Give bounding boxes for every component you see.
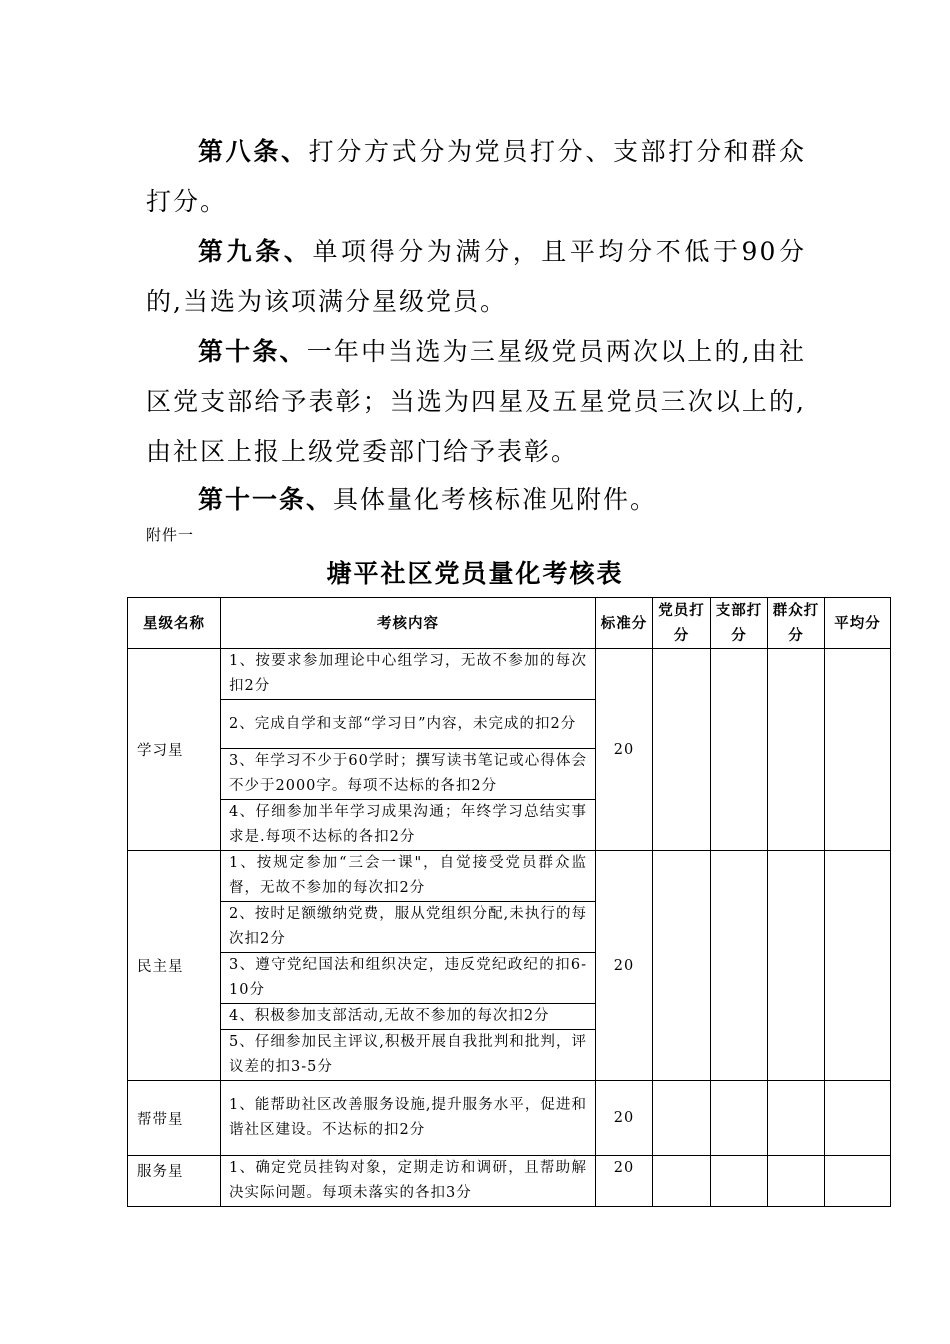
table-title: 塘平社区党员量化考核表 xyxy=(326,559,624,588)
article-10-heading: 第十条、 xyxy=(198,337,307,366)
star-name-democracy: 民主星 xyxy=(128,851,221,1081)
table-row xyxy=(128,649,891,700)
branch-score-cell xyxy=(711,1081,768,1156)
criteria-item: 3、遵守党纪国法和组织决定，违反党纪政纪的扣6-10分 xyxy=(221,953,596,1004)
header-star-name: 星级名称 xyxy=(128,598,221,649)
standard-score-democracy: 20 xyxy=(596,851,653,1081)
public-score-cell xyxy=(768,649,825,851)
article-8-heading: 第八条、 xyxy=(198,137,309,166)
header-average-score: 平均分 xyxy=(825,598,891,649)
star-name-study: 学习星 xyxy=(128,649,221,851)
public-score-cell xyxy=(768,1081,825,1156)
standard-score-service: 20 xyxy=(596,1156,653,1207)
criteria-item: 1、确定党员挂钩对象，定期走访和调研，且帮助解决实际问题。每项未落实的各扣3分 xyxy=(221,1156,596,1207)
member-score-cell xyxy=(653,851,711,1081)
criteria-item: 1、按规定参加“三会一课"，自觉接受党员群众监督，无故不参加的每次扣2分 xyxy=(221,851,596,902)
criteria-item: 5、仔细参加民主评议,积极开展自我批判和批判，评议差的扣3-5分 xyxy=(221,1030,596,1081)
star-name-mentor: 帮带星 xyxy=(128,1081,221,1156)
star-name-service: 服务星 xyxy=(128,1156,221,1207)
article-9-text: 单项得分为满分，且平均分不低于90分的,当选为该项满分星级党员。 xyxy=(146,237,806,316)
criteria-item: 4、仔细参加半年学习成果沟通；年终学习总结实事求是.每项不达标的各扣2分 xyxy=(221,800,596,851)
average-score-cell xyxy=(825,649,891,851)
public-score-cell xyxy=(768,1156,825,1207)
member-score-cell xyxy=(653,1156,711,1207)
article-9-heading: 第九条、 xyxy=(198,237,313,266)
header-branch-score: 支部打分 xyxy=(711,598,768,649)
criteria-item: 4、积极参加支部活动,无故不参加的每次扣2分 xyxy=(221,1004,596,1030)
branch-score-cell xyxy=(711,1156,768,1207)
article-10-text: 一年中当选为三星级党员两次以上的,由社区党支部给予表彰；当选为四星及五星党员三次以上的,由社区上报上级党委部门给予表彰。 xyxy=(146,337,806,466)
branch-score-cell xyxy=(711,649,768,851)
criteria-item: 1、按要求参加理论中心组学习，无故不参加的每次扣2分 xyxy=(221,649,596,700)
article-11-text: 具体量化考核标准见附件。 xyxy=(333,485,658,514)
public-score-cell xyxy=(768,851,825,1081)
branch-score-cell xyxy=(711,851,768,1081)
average-score-cell xyxy=(825,1081,891,1156)
standard-score-mentor: 20 xyxy=(596,1081,653,1156)
average-score-cell xyxy=(825,851,891,1081)
table-row xyxy=(128,1081,891,1156)
article-11 xyxy=(146,475,806,525)
article-8 xyxy=(146,127,806,227)
header-public-score: 群众打分 xyxy=(768,598,825,649)
header-content: 考核内容 xyxy=(221,598,596,649)
article-11-heading: 第十一条、 xyxy=(198,485,334,514)
member-score-cell xyxy=(653,1081,711,1156)
header-member-score: 党员打分 xyxy=(653,598,711,649)
average-score-cell xyxy=(825,1156,891,1207)
assessment-table xyxy=(127,597,891,1207)
article-9 xyxy=(146,227,806,327)
article-10 xyxy=(146,327,806,477)
table-header-row xyxy=(128,598,891,649)
criteria-item: 1、能帮助社区改善服务设施,提升服务水平，促进和谐社区建设。不达标的扣2分 xyxy=(221,1081,596,1156)
article-8-text: 打分方式分为党员打分、支部打分和群众打分。 xyxy=(146,137,806,216)
member-score-cell xyxy=(653,649,711,851)
annex-label: 附件一 xyxy=(146,526,195,544)
criteria-item: 2、完成自学和支部“学习日”内容，未完成的扣2分 xyxy=(221,700,596,749)
criteria-item: 3、年学习不少于60学时；撰写读书笔记或心得体会不少于2000字。每项不达标的各扣2分 xyxy=(221,749,596,800)
header-standard-score: 标准分 xyxy=(596,598,653,649)
table-row xyxy=(128,851,891,902)
standard-score-study: 20 xyxy=(596,649,653,851)
table-row xyxy=(128,1156,891,1207)
criteria-item: 2、按时足额缴纳党费，服从党组织分配,未执行的每次扣2分 xyxy=(221,902,596,953)
